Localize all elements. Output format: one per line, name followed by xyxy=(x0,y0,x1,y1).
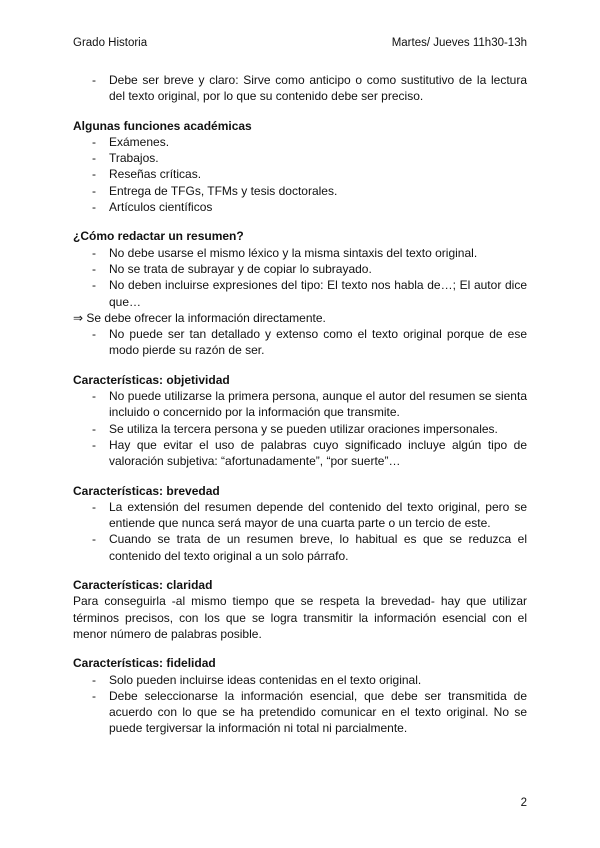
bullet-dash: - xyxy=(92,134,96,149)
list-item xyxy=(73,499,527,532)
list-item-text: Reseñas críticas. xyxy=(109,167,202,182)
list-item xyxy=(73,166,527,182)
list-item xyxy=(73,421,527,437)
list-item-text: Entrega de TFGs, TFMs y tesis doctorales. xyxy=(109,183,338,198)
bullet-dash: - xyxy=(92,200,96,215)
list-item-text: No puede utilizarse la primera persona, aunque el autor del resumen se sienta incluido o concernido por la información que transmite. xyxy=(109,389,527,420)
document-body xyxy=(73,72,527,737)
list-item xyxy=(73,199,527,215)
list-item xyxy=(73,388,527,421)
list-item xyxy=(73,72,527,105)
list-item-text: Se utiliza la tercera persona y se pueden utilizar oraciones impersonales. xyxy=(109,421,498,436)
bullet-dash: - xyxy=(92,499,96,514)
list-item xyxy=(73,183,527,199)
arrow-note: ⇒ Se debe ofrecer la información directamente. xyxy=(73,310,326,325)
list-item xyxy=(73,134,527,150)
bullet-dash: - xyxy=(92,151,96,166)
list-item xyxy=(73,531,527,564)
bullet-dash: - xyxy=(92,421,96,436)
bullet-dash: - xyxy=(92,327,96,342)
section-paragraph: Para conseguirla -al mismo tiempo que se respeta la brevedad- hay que utilizar términos precisos, con los que se logra transmitir la información esencial con el menor número de palabras posible. xyxy=(73,594,527,641)
bullet-dash: - xyxy=(92,389,96,404)
section-heading: Algunas funciones académicas xyxy=(73,118,252,133)
section-heading: Características: brevedad xyxy=(73,483,220,498)
bullet-dash: - xyxy=(92,437,96,452)
section-objetividad xyxy=(73,372,527,470)
list-item-text: No deben incluirse expresiones del tipo: El texto nos habla de…; El autor dice que… xyxy=(109,278,527,309)
header-schedule: Martes/ Jueves 11h30-13h xyxy=(391,37,527,49)
section-heading: ¿Cómo redactar un resumen? xyxy=(73,229,244,244)
list-item-text: Debe ser breve y claro: Sirve como anticipo o como sustitutivo de la lectura del texto original, por lo que su contenido debe ser preciso. xyxy=(109,73,527,104)
bullet-dash: - xyxy=(92,167,96,182)
section-heading: Características: objetividad xyxy=(73,372,230,387)
list-item xyxy=(73,245,527,261)
list-item xyxy=(73,688,527,737)
list-item xyxy=(73,150,527,166)
list-item-text: Solo pueden incluirse ideas contenidas en el texto original. xyxy=(109,672,422,687)
list-item-text: Trabajos. xyxy=(109,151,159,166)
bullet-dash: - xyxy=(92,73,96,87)
bullet-dash: - xyxy=(92,245,96,260)
list-item-text: Artículos científicos xyxy=(109,200,213,215)
page-number: 2 xyxy=(520,797,527,809)
list-item xyxy=(73,672,527,688)
list-item-text: Cuando se trata de un resumen breve, lo habitual es que se reduzca el contenido del texto original a un solo párrafo. xyxy=(109,532,527,563)
list-item-text: Debe seleccionarse la información esencial, que debe ser transmitida de acuerdo con lo que se ha pretendido comunicar en el texto original. No se puede tergiversar la información ni total ni parcialmente. xyxy=(109,688,527,736)
bullet-dash: - xyxy=(92,261,96,276)
section-heading: Características: fidelidad xyxy=(73,656,216,671)
section-redactar xyxy=(73,228,527,358)
section-funciones xyxy=(73,118,527,216)
bullet-dash: - xyxy=(92,672,96,687)
list-item-text: No puede ser tan detallado y extenso como el texto original porque de ese modo pierde su razón de ser. xyxy=(109,327,527,358)
list-item-text: Exámenes. xyxy=(109,134,170,149)
bullet-dash: - xyxy=(92,183,96,198)
list-item-text: No se trata de subrayar y de copiar lo subrayado. xyxy=(109,261,372,276)
header-course: Grado Historia xyxy=(73,37,148,49)
intro-section xyxy=(73,72,527,105)
section-claridad xyxy=(73,577,527,642)
list-item xyxy=(73,277,527,310)
section-heading: Características: claridad xyxy=(73,578,213,593)
list-item xyxy=(73,326,527,359)
list-item-text: No debe usarse el mismo léxico y la misma sintaxis del texto original. xyxy=(109,245,478,260)
section-fidelidad xyxy=(73,655,527,736)
list-item xyxy=(73,261,527,277)
bullet-dash: - xyxy=(92,532,96,547)
list-item-text: Hay que evitar el uso de palabras cuyo significado incluye algún tipo de valoración subjetiva: “afortunadamente”, “por suerte”… xyxy=(109,437,527,469)
bullet-dash: - xyxy=(92,688,96,703)
section-brevedad xyxy=(73,483,527,564)
bullet-dash: - xyxy=(92,278,96,293)
list-item-text: La extensión del resumen depende del contenido del texto original, pero se entiende que nunca será mayor de una cuarta parte o un tercio de este. xyxy=(109,499,527,531)
list-item xyxy=(73,437,527,470)
